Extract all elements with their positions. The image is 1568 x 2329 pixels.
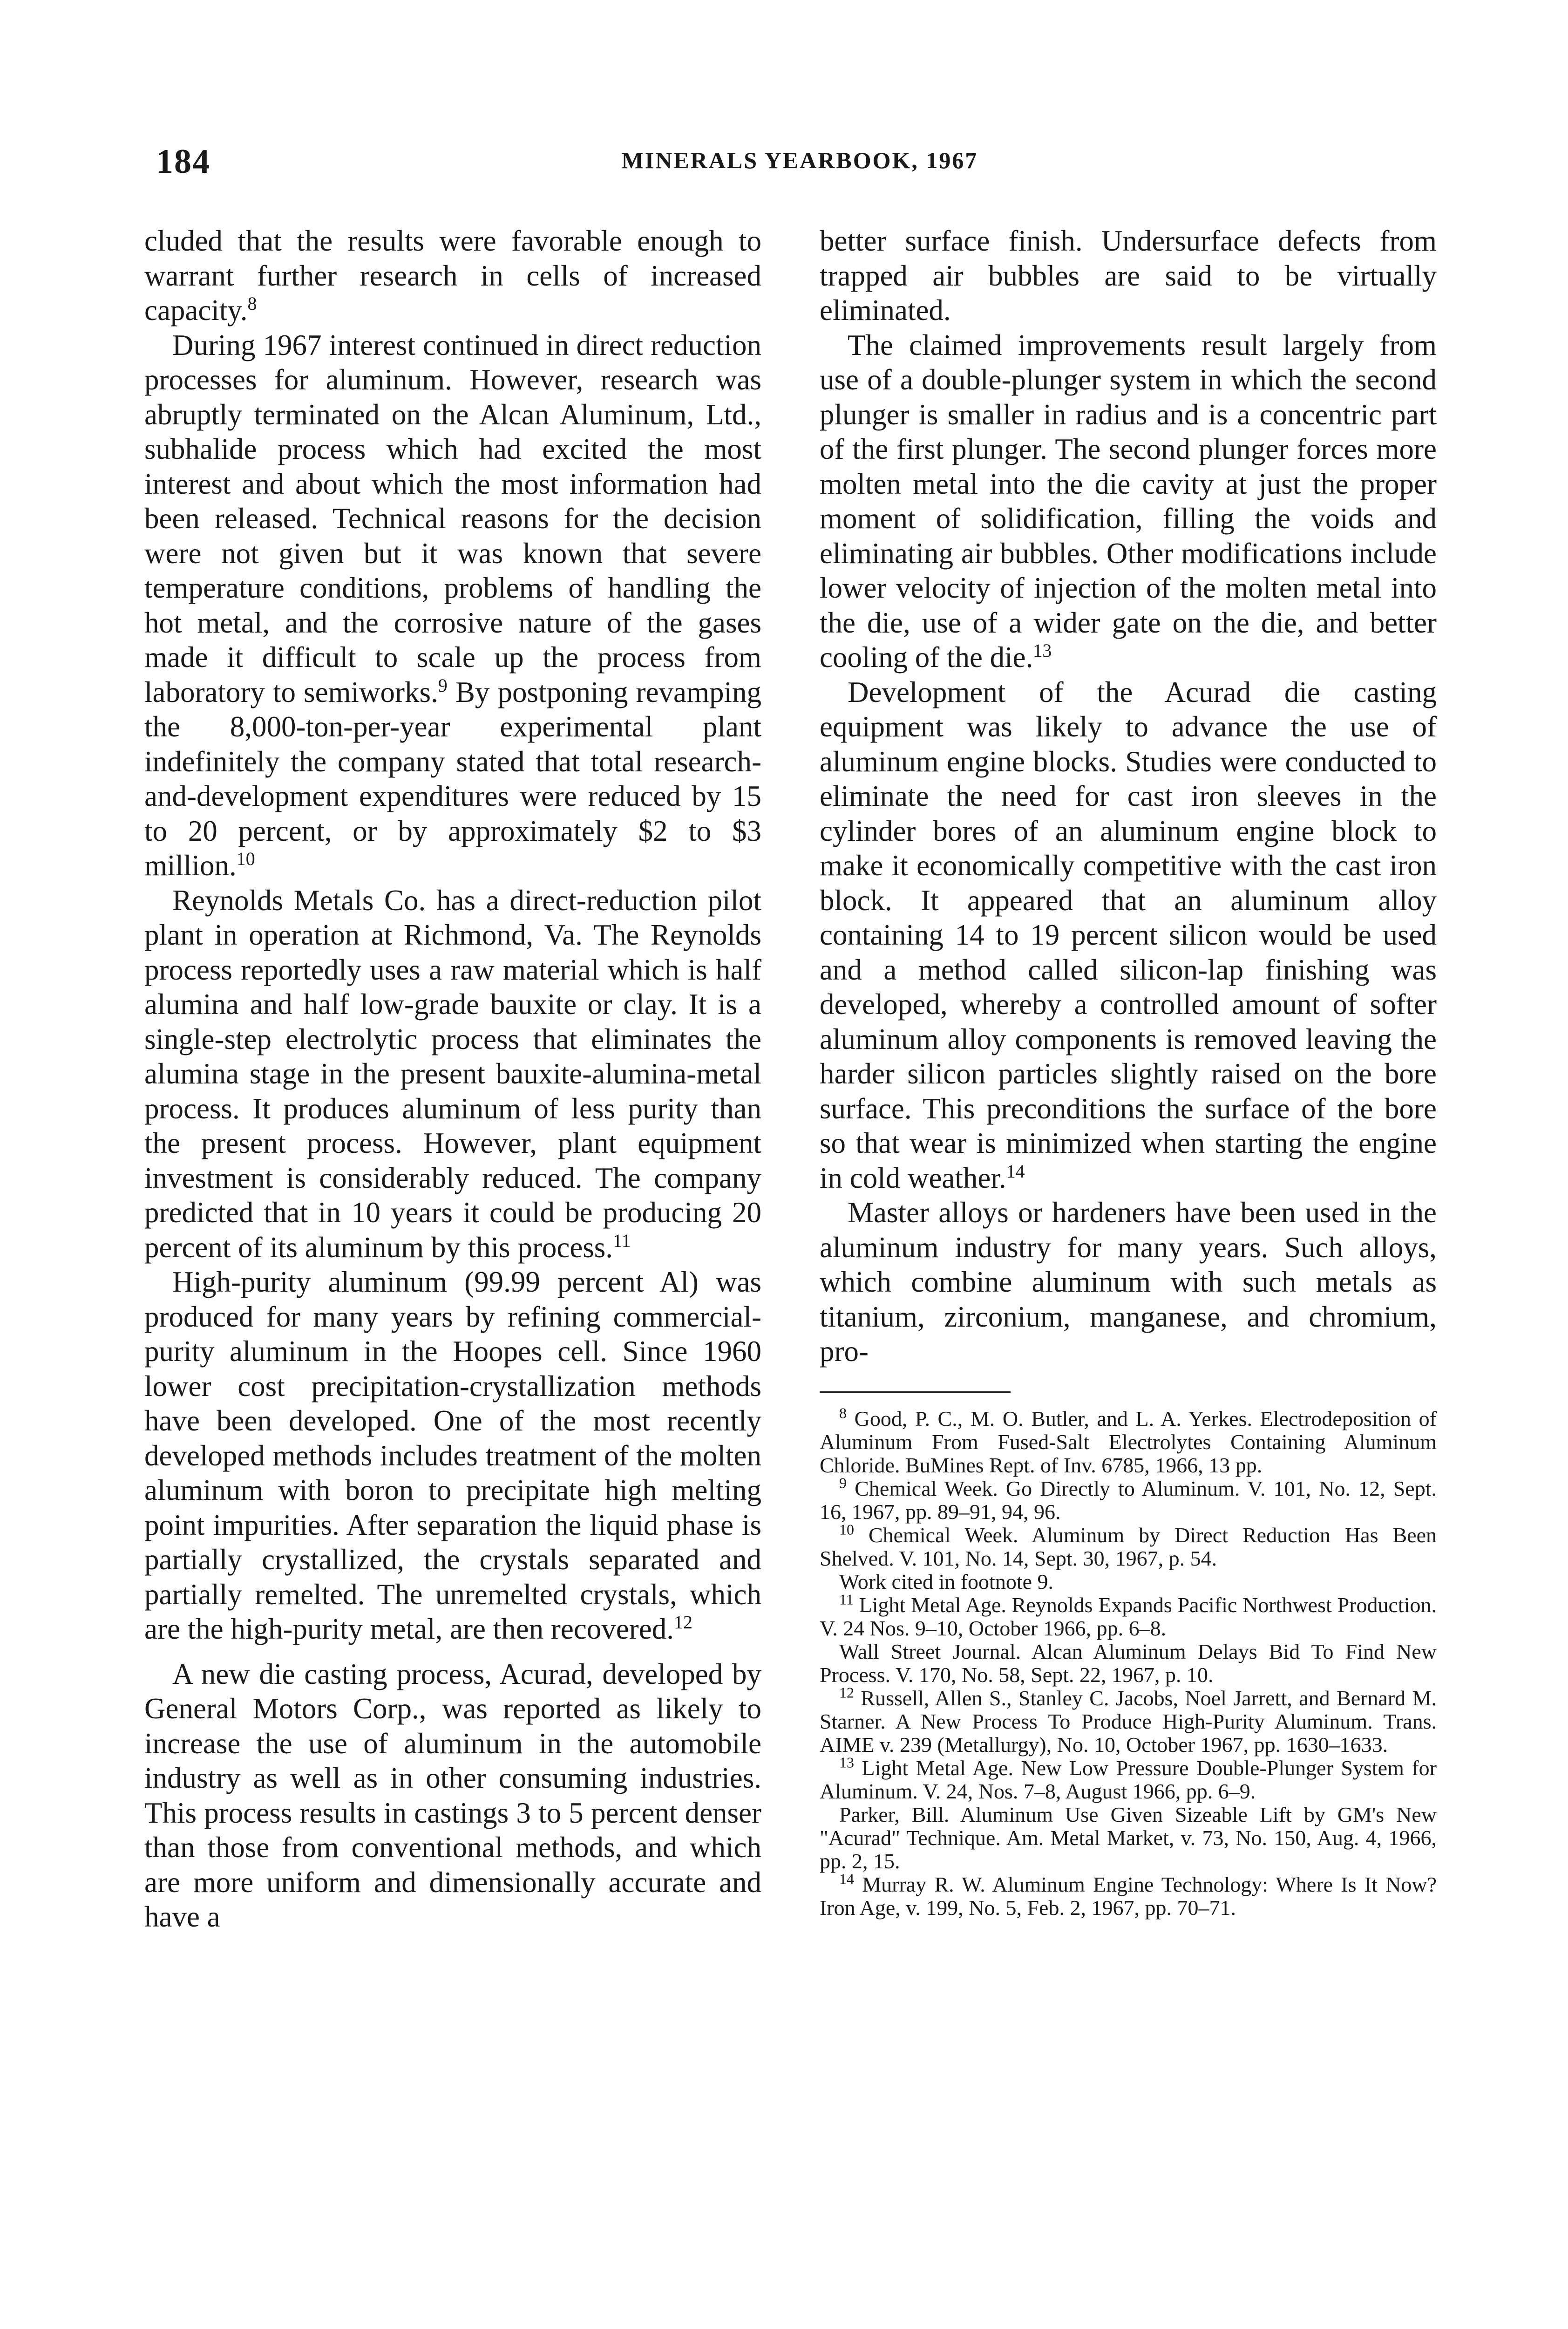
- running-title: MINERALS YEARBOOK, 1967: [621, 147, 978, 173]
- body-paragraph: High-purity aluminum (99.99 percent Al) was produced for many years by refining commercial-purity aluminum in the Hoopes cell. Since 1960 lower cost precipitation-crystallization methods have been developed. One of the most recently developed methods includes treatment of the molten aluminum with boron to precipitate high melting point impurities. After separation the liquid phase is partially crystallized, the crystals separated and partially remelted. The unremelted crystals, which are the high-purity metal, are then recovered.$^{12}$: [144, 1266, 761, 1645]
- page-header: [156, 142, 1444, 184]
- body-paragraph: better surface finish. Undersurface defects from trapped air bubbles are said to be virtually eliminated.: [820, 225, 1437, 327]
- footnotes: [820, 1404, 1437, 1920]
- body-paragraph: Development of the Acurad die casting equipment was likely to advance the use of aluminum engine blocks. Studies were conducted to eliminate the need for cast iron sleeves in the cylinder bores of an aluminum engine block to make it economically competitive with the cast iron block. It appeared that an aluminum alloy containing 14 to 19 percent silicon would be used and a method called silicon-lap finishing was developed, whereby a controlled amount of softer aluminum alloy components is removed leaving the harder silicon particles slightly raised on the bore surface. This preconditions the surface of the bore so that wear is minimized when starting the engine in cold weather.$^{14}$: [820, 675, 1437, 1194]
- body-paragraph: cluded that the results were favorable enough to warrant further research in cells of increased capacity.$^8$: [144, 225, 761, 327]
- footnote: $^9$ Chemical Week. Go Directly to Aluminum. V. 101, No. 12, Sept. 16, 1967, pp. 89–91, 94, 96.: [820, 1474, 1437, 1524]
- body-paragraph: Master alloys or hardeners have been used in the aluminum industry for many years. Such alloys, which combine aluminum with such metals as titanium, zirconium, manganese, and chromium, pro-: [820, 1196, 1437, 1368]
- right-column: [820, 224, 1437, 1920]
- body-paragraph: During 1967 interest continued in direct reduction processes for aluminum. However, research was abruptly terminated on the Alcan Aluminum, Ltd., subhalide process which had excited the most interest and about which the most information had been released. Technical reasons for the decision were not given but it was known that severe temperature conditions, problems of handling the hot metal, and the corrosive nature of the gases made it difficult to scale up the process from laboratory to semiworks.$^9$ By postponing revamping the 8,000-ton-per-year experimental plant indefinitely the company stated that total research-and-development expenditures were reduced by 15 to 20 percent, or by approximately $2 to $3 million.$^{10}$: [144, 328, 761, 882]
- footnote: $^{14}$ Murray R. W. Aluminum Engine Technology: Where Is It Now? Iron Age, v. 199, No. 5, Feb. 2, 1967, pp. 70–71.: [820, 1870, 1437, 1920]
- footnote: Wall Street Journal. Alcan Aluminum Delays Bid To Find New Process. V. 170, No. 58, Sept. 22, 1967, p. 10.: [820, 1639, 1437, 1687]
- body-paragraph: A new die casting process, Acurad, developed by General Motors Corp., was reported as likely to increase the use of aluminum in the automobile industry as well as in other consuming industries. This process results in castings 3 to 5 percent denser than those from conventional methods, and which are more uniform and dimensionally accurate and have a: [144, 1657, 761, 1933]
- left-column: [144, 224, 761, 1934]
- footnote-divider: [820, 1391, 1011, 1393]
- footnote: $^{13}$ Light Metal Age. New Low Pressure Double-Plunger System for Aluminum. V. 24, Nos. 7–8, August 1966, pp. 6–9.: [820, 1754, 1437, 1803]
- page-number: 184: [156, 143, 210, 181]
- footnote: Parker, Bill. Aluminum Use Given Sizeable Lift by GM's New "Acurad" Technique. Am. Metal Market, v. 73, No. 150, Aug. 4, 1966, pp. 2, 15.: [820, 1802, 1437, 1873]
- footnote: $^8$ Good, P. C., M. O. Butler, and L. A. Yerkes. Electrodeposition of Aluminum From Fused-Salt Electrolytes Containing Aluminum Chloride. BuMines Rept. of Inv. 6785, 1966, 13 pp.: [820, 1404, 1437, 1477]
- footnote: $^{12}$ Russell, Allen S., Stanley C. Jacobs, Noel Jarrett, and Bernard M. Starner. A New Process To Produce High-Purity Aluminum. Trans. AIME v. 239 (Metallurgy), No. 10, October 1967, pp. 1630–1633.: [820, 1684, 1437, 1757]
- footnote: Work cited in footnote 9.: [839, 1569, 1054, 1594]
- body-paragraph: The claimed improvements result largely from use of a double-plunger system in which the second plunger is smaller in radius and is a concentric part of the first plunger. The second plunger forces more molten metal into the die cavity at just the proper moment of solidification, filling the voids and eliminating air bubbles. Other modifications include lower velocity of injection of the molten metal into the die, use of a wider gate on the die, and better cooling of the die.$^{13}$: [820, 328, 1437, 674]
- footnote: $^{10}$ Chemical Week. Aluminum by Direct Reduction Has Been Shelved. V. 101, No. 14, Sept. 30, 1967, p. 54.: [820, 1521, 1437, 1570]
- footnote: $^{11}$ Light Metal Age. Reynolds Expands Pacific Northwest Production. V. 24 Nos. 9–10, October 1966, pp. 6–8.: [820, 1591, 1437, 1640]
- body-paragraph: Reynolds Metals Co. has a direct-reduction pilot plant in operation at Richmond, Va. The Reynolds process reportedly uses a raw material which is half alumina and half low-grade bauxite or clay. It is a single-step electrolytic process that eliminates the alumina stage in the present bauxite-alumina-metal process. It produces aluminum of less purity than the present process. However, plant equipment investment is considerably reduced. The company predicted that in 10 years it could be producing 20 percent of its aluminum by this process.$^{11}$: [144, 884, 761, 1264]
